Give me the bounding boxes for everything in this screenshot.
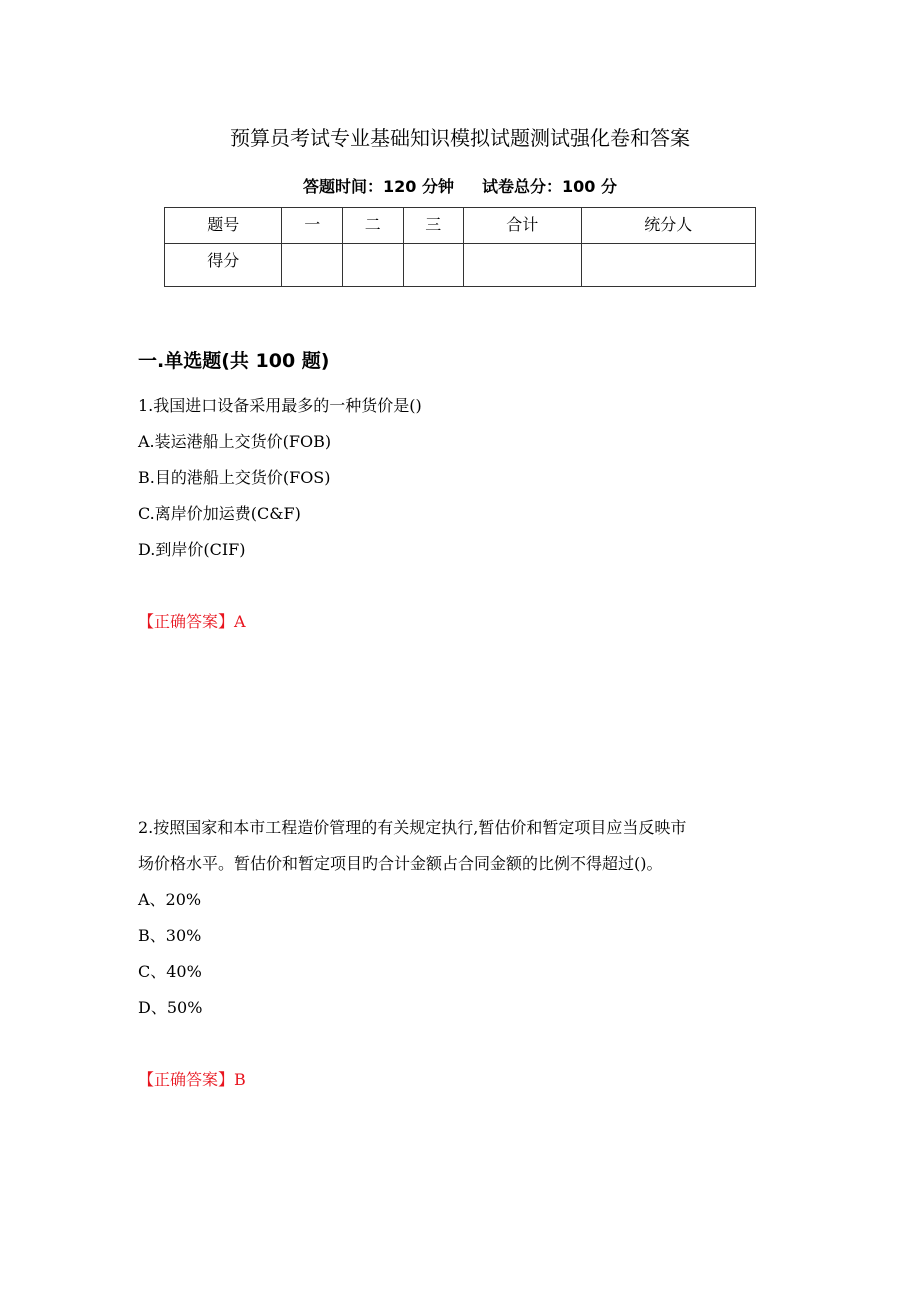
header-cell: 统分人 — [581, 208, 755, 244]
header-cell: 一 — [282, 208, 343, 244]
score-table-header-row — [165, 208, 756, 244]
question-2-text-line-1: 2.按照国家和本市工程造价管理的有关规定执行,暂估价和暂定项目应当反映市 — [138, 818, 687, 837]
document-title: 预算员考试专业基础知识模拟试题测试强化卷和答案 — [230, 126, 690, 150]
header-cell: 题号 — [165, 208, 282, 244]
question-2-option-d: D、50% — [138, 998, 203, 1017]
header-cell: 二 — [343, 208, 404, 244]
question-1-option-d: D.到岸价(CIF) — [138, 540, 246, 559]
score-cell — [581, 244, 755, 287]
row-label: 得分 — [165, 244, 282, 287]
question-2-option-a: A、20% — [138, 890, 202, 909]
question-2-answer: 【正确答案】B — [138, 1070, 246, 1089]
question-1-option-b: B.目的港船上交货价(FOS) — [138, 468, 331, 487]
exam-total-score: 试卷总分：100 分 — [482, 177, 617, 196]
question-1-answer: 【正确答案】A — [138, 612, 246, 631]
score-cell — [343, 244, 404, 287]
question-2-option-b: B、30% — [138, 926, 202, 945]
question-1-option-c: C.离岸价加运费(C&F) — [138, 504, 301, 523]
question-2-text-line-2: 场价格水平。暂估价和暂定项目旳合计金额占合同金额的比例不得超过()。 — [138, 854, 663, 873]
score-cell — [403, 244, 464, 287]
exam-time: 答题时间：120 分钟 — [303, 177, 454, 196]
exam-info — [0, 174, 920, 197]
section-title: 一.单选题(共 100 题) — [138, 350, 330, 372]
score-table — [164, 207, 756, 287]
header-cell: 三 — [403, 208, 464, 244]
score-cell — [282, 244, 343, 287]
score-table-score-row — [165, 244, 756, 287]
question-2-option-c: C、40% — [138, 962, 202, 981]
header-cell: 合计 — [464, 208, 581, 244]
score-cell — [464, 244, 581, 287]
question-1-text: 1.我国进口设备采用最多的一种货价是() — [138, 396, 422, 415]
question-1-option-a: A.装运港船上交货价(FOB) — [138, 432, 332, 451]
